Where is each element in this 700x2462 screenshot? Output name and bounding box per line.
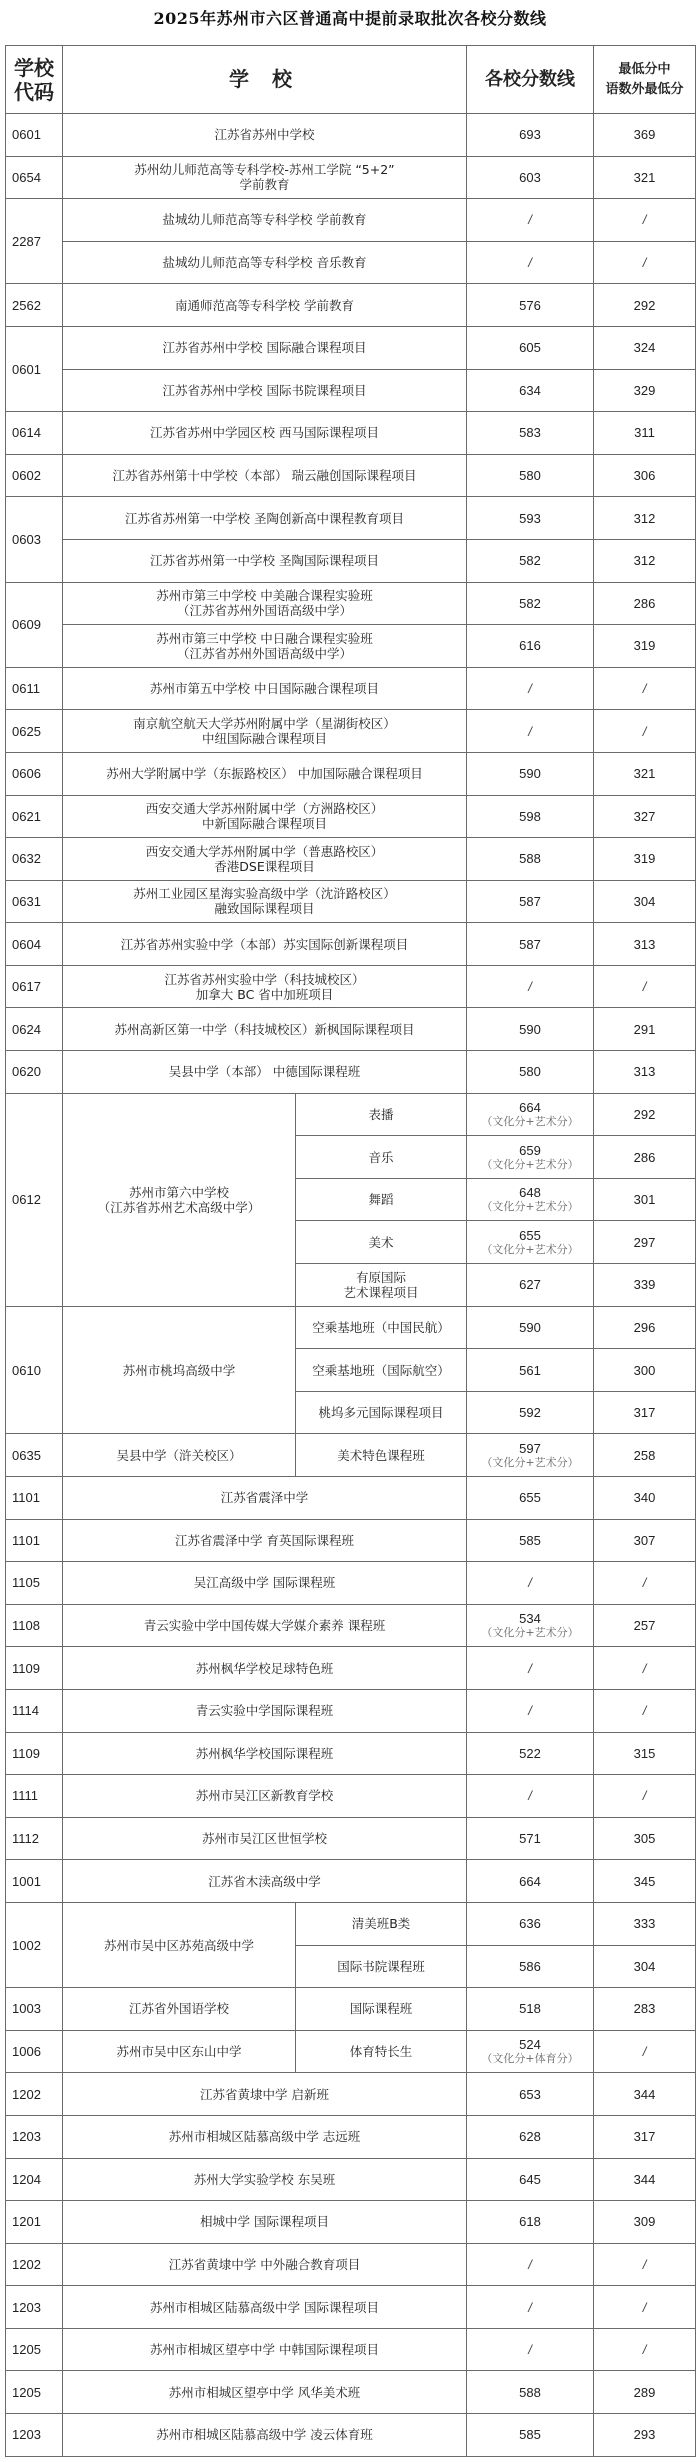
score-line: /	[467, 1647, 594, 1690]
school-name: 江苏省苏州中学校	[63, 114, 467, 157]
min-subject-score: 283	[594, 1988, 696, 2031]
school-name: 江苏省苏州中学校 国际融合课程项目	[63, 326, 467, 369]
school-name: 江苏省震泽中学	[63, 1477, 467, 1520]
school-name: 苏州工业园区星海实验高级中学（沈浒路校区） 融致国际课程项目	[63, 880, 467, 923]
school-name: 苏州市吴江区新教育学校	[63, 1775, 467, 1818]
score-line: 524 （文化分+体育分）	[467, 2030, 594, 2073]
min-subject-score: /	[594, 667, 696, 710]
min-subject-score: /	[594, 710, 696, 753]
score-line: /	[467, 2243, 594, 2286]
school-code: 1109	[6, 1647, 63, 1690]
table-row	[6, 2201, 696, 2244]
program-name: 空乘基地班（中国民航）	[296, 1306, 467, 1349]
school-name: 江苏省苏州第一中学校 圣陶创新高中课程教育项目	[63, 497, 467, 540]
score-line: 585	[467, 1519, 594, 1562]
school-name: 江苏省黄埭中学 中外融合教育项目	[63, 2243, 467, 2286]
program-name: 音乐	[296, 1136, 467, 1179]
school-code: 1202	[6, 2073, 63, 2116]
school-name: 苏州市相城区望亭中学 风华美术班	[63, 2371, 467, 2414]
score-line: /	[467, 2328, 594, 2371]
score-line: 585	[467, 2414, 594, 2457]
school-code: 2562	[6, 284, 63, 327]
program-name: 舞蹈	[296, 1178, 467, 1221]
school-code: 1205	[6, 2371, 63, 2414]
school-code: 0632	[6, 838, 63, 881]
min-subject-score: 344	[594, 2073, 696, 2116]
score-line: /	[467, 1775, 594, 1818]
school-name: 吴江高级中学 国际课程班	[63, 1562, 467, 1605]
min-subject-score: 313	[594, 1051, 696, 1094]
table-row	[6, 965, 696, 1008]
table-header-row	[6, 46, 696, 114]
school-name: 苏州市第三中学校 中日融合课程实验班 （江苏省苏州外国语高级中学）	[63, 625, 467, 668]
score-line: 582	[467, 539, 594, 582]
min-subject-score: 296	[594, 1306, 696, 1349]
score-line: 561	[467, 1349, 594, 1392]
table-row	[6, 2286, 696, 2329]
table-row	[6, 114, 696, 157]
table-row	[6, 1306, 696, 1349]
score-line: 628	[467, 2115, 594, 2158]
min-subject-score: /	[594, 2286, 696, 2329]
min-subject-score: 300	[594, 1349, 696, 1392]
school-code: 0606	[6, 752, 63, 795]
score-line: 616	[467, 625, 594, 668]
school-code: 0603	[6, 497, 63, 582]
score-line: 648 （文化分+艺术分）	[467, 1178, 594, 1221]
min-subject-score: 301	[594, 1178, 696, 1221]
table-row	[6, 369, 696, 412]
admission-score-table	[5, 45, 696, 2457]
school-code: 0610	[6, 1306, 63, 1434]
school-name: 盐城幼儿师范高等专科学校 学前教育	[63, 199, 467, 242]
score-line: 593	[467, 497, 594, 540]
min-subject-score: 327	[594, 795, 696, 838]
school-name: 江苏省木渎高级中学	[63, 1860, 467, 1903]
school-code: 1205	[6, 2328, 63, 2371]
school-code: 1202	[6, 2243, 63, 2286]
score-note: （文化分+艺术分）	[481, 1200, 579, 1214]
school-code: 0621	[6, 795, 63, 838]
score-note: （文化分+艺术分）	[481, 1242, 579, 1256]
table-row	[6, 1860, 696, 1903]
program-name: 表播	[296, 1093, 467, 1136]
table-row	[6, 1732, 696, 1775]
school-name: 苏州市桃坞高级中学	[63, 1306, 296, 1434]
score-line: 636	[467, 1902, 594, 1945]
min-subject-score: 286	[594, 1136, 696, 1179]
score-note: （文化分+艺术分）	[481, 1114, 579, 1128]
school-name: 苏州市相城区陆慕高级中学 凌云体育班	[63, 2414, 467, 2457]
school-name: 苏州枫华学校国际课程班	[63, 1732, 467, 1775]
min-subject-score: 369	[594, 114, 696, 157]
min-subject-score: 345	[594, 1860, 696, 1903]
score-line: 693	[467, 114, 594, 157]
school-code: 1204	[6, 2158, 63, 2201]
school-code: 1109	[6, 1732, 63, 1775]
school-name: 西安交通大学苏州附属中学（普惠路校区） 香港DSE课程项目	[63, 838, 467, 881]
header-min-subject-score: 最低分中 语数外最低分	[594, 46, 696, 114]
table-row	[6, 1434, 696, 1477]
score-line: 659 （文化分+艺术分）	[467, 1136, 594, 1179]
score-line: 582	[467, 582, 594, 625]
table-row	[6, 1604, 696, 1647]
program-name: 美术特色课程班	[296, 1434, 467, 1477]
score-line: /	[467, 1562, 594, 1605]
school-code: 1108	[6, 1604, 63, 1647]
table-row	[6, 326, 696, 369]
school-code: 1101	[6, 1519, 63, 1562]
table-row	[6, 412, 696, 455]
program-name: 国际书院课程班	[296, 1945, 467, 1988]
score-line: 605	[467, 326, 594, 369]
score-line: 603	[467, 156, 594, 199]
score-line: 587	[467, 923, 594, 966]
score-line: 580	[467, 1051, 594, 1094]
program-name: 清美班B类	[296, 1902, 467, 1945]
table-row	[6, 454, 696, 497]
table-row	[6, 156, 696, 199]
school-name: 苏州市第六中学校 （江苏省苏州艺术高级中学）	[63, 1093, 296, 1306]
score-line: 588	[467, 838, 594, 881]
score-line: /	[467, 2286, 594, 2329]
score-line: /	[467, 241, 594, 284]
table-row	[6, 838, 696, 881]
school-name: 吴县中学（浒关校区）	[63, 1434, 296, 1477]
table-row	[6, 1477, 696, 1520]
min-subject-score: 307	[594, 1519, 696, 1562]
min-subject-score: 286	[594, 582, 696, 625]
score-note: （文化分+艺术分）	[481, 1626, 579, 1640]
min-subject-score: /	[594, 965, 696, 1008]
school-name: 江苏省苏州第十中学校（本部） 瑞云融创国际课程项目	[63, 454, 467, 497]
score-line: 583	[467, 412, 594, 455]
school-code: 1114	[6, 1689, 63, 1732]
score-line: /	[467, 965, 594, 1008]
min-subject-score: 344	[594, 2158, 696, 2201]
table-row	[6, 1902, 696, 1945]
table-row	[6, 1775, 696, 1818]
score-line: 655 （文化分+艺术分）	[467, 1221, 594, 1264]
score-line: 588	[467, 2371, 594, 2414]
score-note: （文化分+艺术分）	[481, 1157, 579, 1171]
min-subject-score: 289	[594, 2371, 696, 2414]
min-subject-score: /	[594, 199, 696, 242]
score-line: 598	[467, 795, 594, 838]
min-subject-score: 304	[594, 880, 696, 923]
min-subject-score: 340	[594, 1477, 696, 1520]
table-row	[6, 923, 696, 966]
score-line: 586	[467, 1945, 594, 1988]
min-subject-score: 309	[594, 2201, 696, 2244]
school-code: 0609	[6, 582, 63, 667]
table-row	[6, 2328, 696, 2371]
school-code: 1203	[6, 2286, 63, 2329]
table-row	[6, 582, 696, 625]
program-name: 美术	[296, 1221, 467, 1264]
school-code: 1203	[6, 2414, 63, 2457]
school-code: 0624	[6, 1008, 63, 1051]
table-row	[6, 2243, 696, 2286]
school-code: 1001	[6, 1860, 63, 1903]
min-subject-score: 291	[594, 1008, 696, 1051]
min-subject-score: 293	[594, 2414, 696, 2457]
score-line: 645	[467, 2158, 594, 2201]
min-subject-score: 292	[594, 1093, 696, 1136]
school-name: 南京航空航天大学苏州附属中学（星湖街校区） 中纽国际融合课程项目	[63, 710, 467, 753]
min-subject-score: 292	[594, 284, 696, 327]
school-name: 江苏省外国语学校	[63, 1988, 296, 2031]
score-line: 522	[467, 1732, 594, 1775]
min-subject-score: 339	[594, 1264, 696, 1307]
school-name: 苏州市吴中区苏苑高级中学	[63, 1902, 296, 1987]
school-name: 青云实验中学国际课程班	[63, 1689, 467, 1732]
score-line: 634	[467, 369, 594, 412]
table-row	[6, 625, 696, 668]
min-subject-score: /	[594, 2328, 696, 2371]
school-name: 盐城幼儿师范高等专科学校 音乐教育	[63, 241, 467, 284]
school-name: 苏州市相城区陆慕高级中学 国际课程项目	[63, 2286, 467, 2329]
school-name: 苏州市相城区陆慕高级中学 志远班	[63, 2115, 467, 2158]
score-note: （文化分+艺术分）	[481, 1455, 579, 1469]
school-code: 1101	[6, 1477, 63, 1520]
table-row	[6, 1051, 696, 1094]
min-subject-score: /	[594, 1647, 696, 1690]
min-subject-score: 304	[594, 1945, 696, 1988]
table-row	[6, 2073, 696, 2116]
school-code: 0654	[6, 156, 63, 199]
min-subject-score: 317	[594, 2115, 696, 2158]
program-name: 空乘基地班（国际航空）	[296, 1349, 467, 1392]
school-name: 相城中学 国际课程项目	[63, 2201, 467, 2244]
school-code: 1003	[6, 1988, 63, 2031]
school-name: 苏州大学附属中学（东振路校区） 中加国际融合课程项目	[63, 752, 467, 795]
score-line: 592	[467, 1391, 594, 1434]
school-code: 1105	[6, 1562, 63, 1605]
min-subject-score: 312	[594, 539, 696, 582]
table-row	[6, 2030, 696, 2073]
score-line: 534 （文化分+艺术分）	[467, 1604, 594, 1647]
header-score-line: 各校分数线	[467, 46, 594, 114]
table-row	[6, 199, 696, 242]
table-row	[6, 2115, 696, 2158]
score-line: /	[467, 710, 594, 753]
table-row	[6, 284, 696, 327]
school-code: 1111	[6, 1775, 63, 1818]
table-row	[6, 1689, 696, 1732]
school-code: 1201	[6, 2201, 63, 2244]
min-subject-score: 297	[594, 1221, 696, 1264]
school-name: 苏州高新区第一中学（科技城校区）新枫国际课程项目	[63, 1008, 467, 1051]
min-subject-score: /	[594, 2243, 696, 2286]
school-code: 0612	[6, 1093, 63, 1306]
score-line: /	[467, 199, 594, 242]
min-subject-score: 305	[594, 1817, 696, 1860]
min-subject-score: 319	[594, 625, 696, 668]
table-row	[6, 2371, 696, 2414]
table-row	[6, 880, 696, 923]
min-subject-score: 315	[594, 1732, 696, 1775]
min-subject-score: /	[594, 1562, 696, 1605]
school-name: 江苏省苏州实验中学（科技城校区） 加拿大 BC 省中加班项目	[63, 965, 467, 1008]
school-name: 江苏省苏州实验中学（本部）苏实国际创新课程项目	[63, 923, 467, 966]
school-name: 江苏省震泽中学 育英国际课程班	[63, 1519, 467, 1562]
school-name: 苏州市吴中区东山中学	[63, 2030, 296, 2073]
school-code: 0631	[6, 880, 63, 923]
table-row	[6, 1093, 696, 1136]
min-subject-score: 257	[594, 1604, 696, 1647]
min-subject-score: 311	[594, 412, 696, 455]
min-subject-score: 258	[594, 1434, 696, 1477]
min-subject-score: 324	[594, 326, 696, 369]
score-line: 580	[467, 454, 594, 497]
school-name: 苏州枫华学校足球特色班	[63, 1647, 467, 1690]
score-line: 597 （文化分+艺术分）	[467, 1434, 594, 1477]
table-row	[6, 752, 696, 795]
school-name: 苏州市吴江区世恒学校	[63, 1817, 467, 1860]
school-code: 0601	[6, 114, 63, 157]
min-subject-score: 312	[594, 497, 696, 540]
score-line: 627	[467, 1264, 594, 1307]
school-name: 江苏省苏州中学园区校 西马国际课程项目	[63, 412, 467, 455]
table-row	[6, 667, 696, 710]
min-subject-score: 306	[594, 454, 696, 497]
school-code: 1203	[6, 2115, 63, 2158]
score-line: 618	[467, 2201, 594, 2244]
min-subject-score: 319	[594, 838, 696, 881]
school-name: 苏州大学实验学校 东吴班	[63, 2158, 467, 2201]
school-name: 苏州市相城区望亭中学 中韩国际课程项目	[63, 2328, 467, 2371]
school-code: 0635	[6, 1434, 63, 1477]
table-row	[6, 539, 696, 582]
table-row	[6, 710, 696, 753]
school-code: 0620	[6, 1051, 63, 1094]
school-code: 1002	[6, 1902, 63, 1987]
min-subject-score: /	[594, 1689, 696, 1732]
school-code: 0611	[6, 667, 63, 710]
min-subject-score: 333	[594, 1902, 696, 1945]
score-line: /	[467, 667, 594, 710]
min-subject-score: 329	[594, 369, 696, 412]
score-line: /	[467, 1689, 594, 1732]
school-name: 吴县中学（本部） 中德国际课程班	[63, 1051, 467, 1094]
table-row	[6, 1519, 696, 1562]
table-row	[6, 241, 696, 284]
min-subject-score: 321	[594, 752, 696, 795]
school-code: 1112	[6, 1817, 63, 1860]
score-line: 653	[467, 2073, 594, 2116]
program-name: 桃坞多元国际课程项目	[296, 1391, 467, 1434]
score-line: 571	[467, 1817, 594, 1860]
school-code: 0604	[6, 923, 63, 966]
min-subject-score: /	[594, 2030, 696, 2073]
score-line: 664	[467, 1860, 594, 1903]
score-line: 590	[467, 752, 594, 795]
page-title: 2025年苏州市六区普通高中提前录取批次各校分数线	[153, 9, 547, 28]
score-line: 576	[467, 284, 594, 327]
school-code: 0625	[6, 710, 63, 753]
program-name: 有原国际 艺术课程项目	[296, 1264, 467, 1307]
school-name: 苏州市第五中学校 中日国际融合课程项目	[63, 667, 467, 710]
min-subject-score: 321	[594, 156, 696, 199]
score-note: （文化分+体育分）	[481, 2052, 579, 2066]
program-name: 体育特长生	[296, 2030, 467, 2073]
score-line: 655	[467, 1477, 594, 1520]
table-row	[6, 2414, 696, 2457]
school-name: 江苏省黄埭中学 启新班	[63, 2073, 467, 2116]
program-name: 国际课程班	[296, 1988, 467, 2031]
min-subject-score: 313	[594, 923, 696, 966]
min-subject-score: 317	[594, 1391, 696, 1434]
score-line: 590	[467, 1306, 594, 1349]
school-code: 0617	[6, 965, 63, 1008]
score-line: 518	[467, 1988, 594, 2031]
school-code: 0602	[6, 454, 63, 497]
school-name: 西安交通大学苏州附属中学（方洲路校区） 中新国际融合课程项目	[63, 795, 467, 838]
min-subject-score: /	[594, 241, 696, 284]
school-name: 江苏省苏州中学校 国际书院课程项目	[63, 369, 467, 412]
table-row	[6, 1008, 696, 1051]
table-row	[6, 1647, 696, 1690]
school-name: 苏州幼儿师范高等专科学校-苏州工学院 “5+2” 学前教育	[63, 156, 467, 199]
table-row	[6, 1817, 696, 1860]
school-code: 0601	[6, 326, 63, 411]
header-school: 学 校	[63, 46, 467, 114]
header-school-code: 学校 代码	[6, 46, 63, 114]
school-code: 0614	[6, 412, 63, 455]
school-name: 江苏省苏州第一中学校 圣陶国际课程项目	[63, 539, 467, 582]
school-name: 苏州市第三中学校 中美融合课程实验班 （江苏省苏州外国语高级中学）	[63, 582, 467, 625]
min-subject-score: /	[594, 1775, 696, 1818]
table-row	[6, 1988, 696, 2031]
table-row	[6, 795, 696, 838]
table-row	[6, 1562, 696, 1605]
school-name: 青云实验中学中国传媒大学媒介素养 课程班	[63, 1604, 467, 1647]
table-row	[6, 2158, 696, 2201]
score-line: 590	[467, 1008, 594, 1051]
school-code: 2287	[6, 199, 63, 284]
score-line: 664 （文化分+艺术分）	[467, 1093, 594, 1136]
table-row	[6, 497, 696, 540]
score-line: 587	[467, 880, 594, 923]
school-code: 1006	[6, 2030, 63, 2073]
school-name: 南通师范高等专科学校 学前教育	[63, 284, 467, 327]
